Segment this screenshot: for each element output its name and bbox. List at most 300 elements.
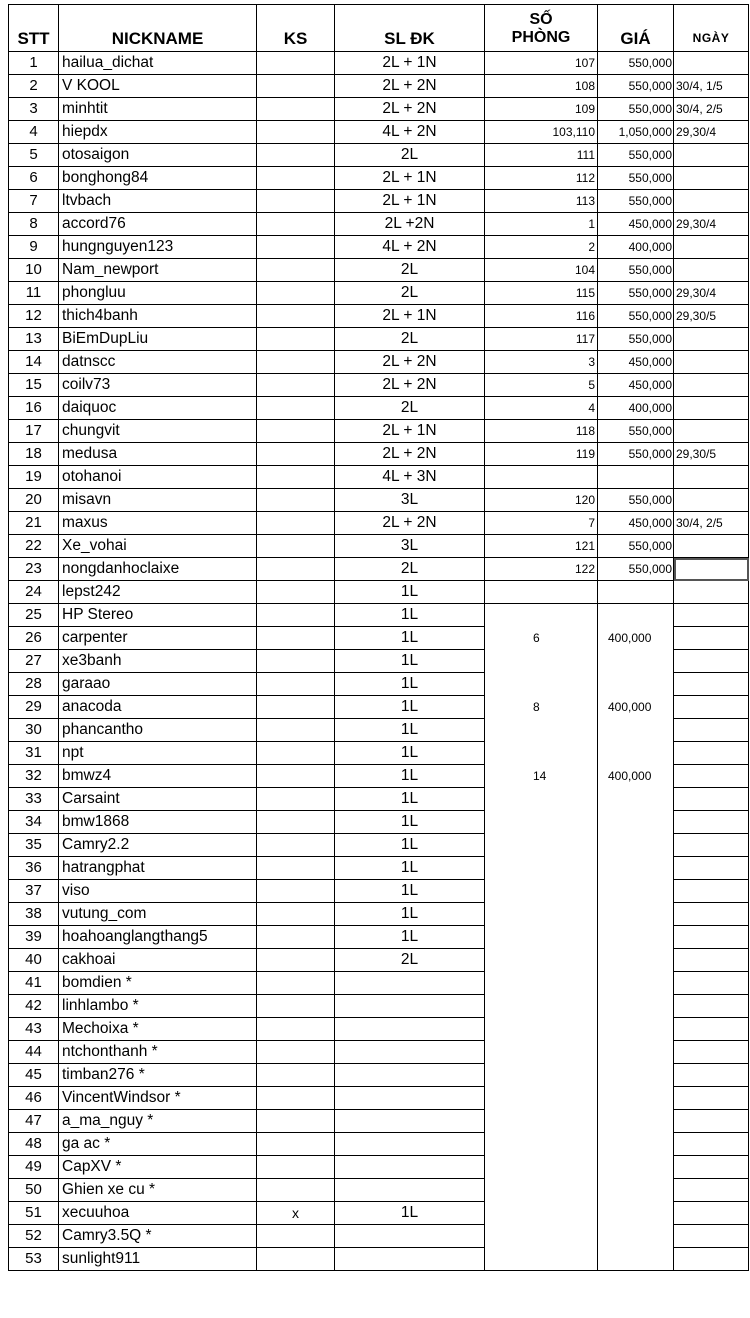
ks-cell[interactable] bbox=[257, 742, 335, 765]
ks-cell[interactable] bbox=[257, 98, 335, 121]
date-cell[interactable] bbox=[674, 834, 749, 857]
sl-dk-cell[interactable]: 1L bbox=[335, 1202, 485, 1225]
nickname-cell[interactable]: Ghien xe cu * bbox=[59, 1179, 257, 1202]
room-cell[interactable]: 112 bbox=[485, 167, 598, 190]
price-cell[interactable]: 550,000 bbox=[598, 420, 674, 443]
nickname-cell[interactable]: timban276 * bbox=[59, 1064, 257, 1087]
nickname-cell[interactable]: viso bbox=[59, 880, 257, 903]
stt-cell[interactable]: 17 bbox=[9, 420, 59, 443]
room-cell[interactable] bbox=[485, 604, 598, 627]
header-so-phong[interactable] bbox=[485, 5, 598, 52]
date-cell[interactable] bbox=[674, 581, 749, 604]
nickname-cell[interactable]: a_ma_nguy * bbox=[59, 1110, 257, 1133]
price-cell[interactable] bbox=[598, 604, 674, 627]
sl-dk-cell[interactable]: 1L bbox=[335, 650, 485, 673]
room-cell[interactable] bbox=[485, 581, 598, 604]
room-cell[interactable] bbox=[485, 1018, 598, 1041]
nickname-cell[interactable]: maxus bbox=[59, 512, 257, 535]
ks-cell[interactable] bbox=[257, 696, 335, 719]
stt-cell[interactable]: 36 bbox=[9, 857, 59, 880]
room-cell[interactable] bbox=[485, 742, 598, 765]
ks-cell[interactable] bbox=[257, 1041, 335, 1064]
nickname-cell[interactable]: carpenter bbox=[59, 627, 257, 650]
price-cell[interactable] bbox=[598, 1110, 674, 1133]
nickname-cell[interactable]: Carsaint bbox=[59, 788, 257, 811]
nickname-cell[interactable]: hatrangphat bbox=[59, 857, 257, 880]
room-cell[interactable] bbox=[485, 972, 598, 995]
sl-dk-cell[interactable]: 2L + 2N bbox=[335, 98, 485, 121]
ks-cell[interactable] bbox=[257, 880, 335, 903]
date-cell[interactable] bbox=[674, 190, 749, 213]
price-cell[interactable]: 450,000 bbox=[598, 512, 674, 535]
date-cell[interactable] bbox=[674, 604, 749, 627]
nickname-cell[interactable]: xecuuhoa bbox=[59, 1202, 257, 1225]
nickname-cell[interactable]: BiEmDupLiu bbox=[59, 328, 257, 351]
stt-cell[interactable]: 19 bbox=[9, 466, 59, 489]
stt-cell[interactable]: 45 bbox=[9, 1064, 59, 1087]
date-cell[interactable] bbox=[674, 259, 749, 282]
room-cell[interactable]: 119 bbox=[485, 443, 598, 466]
date-cell[interactable] bbox=[674, 949, 749, 972]
date-cell[interactable] bbox=[674, 52, 749, 75]
price-cell[interactable] bbox=[598, 1064, 674, 1087]
stt-cell[interactable]: 29 bbox=[9, 696, 59, 719]
room-cell[interactable]: 108 bbox=[485, 75, 598, 98]
header-sl-dk[interactable]: SL ĐK bbox=[335, 5, 485, 52]
sl-dk-cell[interactable]: 2L bbox=[335, 558, 485, 581]
nickname-cell[interactable]: V KOOL bbox=[59, 75, 257, 98]
room-cell[interactable]: 120 bbox=[485, 489, 598, 512]
stt-cell[interactable]: 27 bbox=[9, 650, 59, 673]
room-cell[interactable]: 107 bbox=[485, 52, 598, 75]
sl-dk-cell[interactable] bbox=[335, 972, 485, 995]
nickname-cell[interactable]: bomdien * bbox=[59, 972, 257, 995]
room-cell[interactable]: 5 bbox=[485, 374, 598, 397]
stt-cell[interactable]: 32 bbox=[9, 765, 59, 788]
ks-cell[interactable] bbox=[257, 190, 335, 213]
room-cell[interactable]: 113 bbox=[485, 190, 598, 213]
stt-cell[interactable]: 41 bbox=[9, 972, 59, 995]
ks-cell[interactable] bbox=[257, 1018, 335, 1041]
date-cell[interactable] bbox=[674, 374, 749, 397]
date-cell[interactable] bbox=[674, 397, 749, 420]
nickname-cell[interactable]: npt bbox=[59, 742, 257, 765]
stt-cell[interactable]: 15 bbox=[9, 374, 59, 397]
room-cell[interactable] bbox=[485, 788, 598, 811]
stt-cell[interactable]: 43 bbox=[9, 1018, 59, 1041]
stt-cell[interactable]: 35 bbox=[9, 834, 59, 857]
price-cell[interactable]: 550,000 bbox=[598, 489, 674, 512]
date-cell[interactable] bbox=[674, 995, 749, 1018]
ks-cell[interactable] bbox=[257, 1225, 335, 1248]
stt-cell[interactable]: 38 bbox=[9, 903, 59, 926]
price-cell[interactable] bbox=[598, 742, 674, 765]
ks-cell[interactable] bbox=[257, 1133, 335, 1156]
room-cell[interactable]: 118 bbox=[485, 420, 598, 443]
price-cell[interactable]: 550,000 bbox=[598, 98, 674, 121]
price-cell[interactable] bbox=[598, 1087, 674, 1110]
sl-dk-cell[interactable] bbox=[335, 1248, 485, 1271]
room-cell[interactable] bbox=[485, 1064, 598, 1087]
sl-dk-cell[interactable]: 2L + 2N bbox=[335, 351, 485, 374]
room-cell[interactable] bbox=[485, 949, 598, 972]
date-cell[interactable] bbox=[674, 1018, 749, 1041]
price-cell[interactable] bbox=[598, 1156, 674, 1179]
ks-cell[interactable] bbox=[257, 834, 335, 857]
room-cell[interactable] bbox=[485, 650, 598, 673]
date-cell[interactable] bbox=[674, 1248, 749, 1271]
stt-cell[interactable]: 9 bbox=[9, 236, 59, 259]
ks-cell[interactable] bbox=[257, 949, 335, 972]
sl-dk-cell[interactable]: 1L bbox=[335, 604, 485, 627]
price-cell[interactable]: 550,000 bbox=[598, 190, 674, 213]
nickname-cell[interactable]: bonghong84 bbox=[59, 167, 257, 190]
room-cell[interactable] bbox=[485, 1087, 598, 1110]
price-cell[interactable] bbox=[598, 972, 674, 995]
nickname-cell[interactable]: sunlight911 bbox=[59, 1248, 257, 1271]
stt-cell[interactable]: 39 bbox=[9, 926, 59, 949]
sl-dk-cell[interactable]: 2L + 1N bbox=[335, 190, 485, 213]
sl-dk-cell[interactable]: 4L + 2N bbox=[335, 236, 485, 259]
stt-cell[interactable]: 6 bbox=[9, 167, 59, 190]
sl-dk-cell[interactable] bbox=[335, 1064, 485, 1087]
room-cell[interactable] bbox=[485, 926, 598, 949]
ks-cell[interactable] bbox=[257, 397, 335, 420]
room-cell[interactable] bbox=[485, 1156, 598, 1179]
ks-cell[interactable] bbox=[257, 765, 335, 788]
date-cell[interactable] bbox=[674, 1064, 749, 1087]
price-cell[interactable] bbox=[598, 1248, 674, 1271]
price-cell[interactable]: 550,000 bbox=[598, 75, 674, 98]
room-cell[interactable]: 104 bbox=[485, 259, 598, 282]
header-ngay[interactable]: NGÀY bbox=[674, 5, 749, 52]
room-cell[interactable]: 122 bbox=[485, 558, 598, 581]
price-cell[interactable]: 450,000 bbox=[598, 374, 674, 397]
sl-dk-cell[interactable] bbox=[335, 1133, 485, 1156]
sl-dk-cell[interactable]: 1L bbox=[335, 857, 485, 880]
sl-dk-cell[interactable]: 2L bbox=[335, 259, 485, 282]
nickname-cell[interactable]: Nam_newport bbox=[59, 259, 257, 282]
room-cell[interactable] bbox=[485, 1202, 598, 1225]
price-cell[interactable] bbox=[598, 995, 674, 1018]
header-ks[interactable]: KS bbox=[257, 5, 335, 52]
date-cell[interactable] bbox=[674, 236, 749, 259]
stt-cell[interactable]: 40 bbox=[9, 949, 59, 972]
price-cell[interactable] bbox=[598, 719, 674, 742]
date-cell[interactable] bbox=[674, 466, 749, 489]
stt-cell[interactable]: 46 bbox=[9, 1087, 59, 1110]
sl-dk-cell[interactable]: 2L bbox=[335, 328, 485, 351]
date-cell[interactable] bbox=[674, 1133, 749, 1156]
room-cell[interactable]: 115 bbox=[485, 282, 598, 305]
stt-cell[interactable]: 37 bbox=[9, 880, 59, 903]
stt-cell[interactable]: 30 bbox=[9, 719, 59, 742]
sl-dk-cell[interactable]: 1L bbox=[335, 581, 485, 604]
nickname-cell[interactable]: VincentWindsor * bbox=[59, 1087, 257, 1110]
stt-cell[interactable]: 34 bbox=[9, 811, 59, 834]
nickname-cell[interactable]: hiepdx bbox=[59, 121, 257, 144]
price-cell[interactable]: 550,000 bbox=[598, 305, 674, 328]
date-cell[interactable] bbox=[674, 1041, 749, 1064]
date-cell[interactable] bbox=[674, 696, 749, 719]
price-cell[interactable] bbox=[598, 650, 674, 673]
ks-cell[interactable] bbox=[257, 857, 335, 880]
stt-cell[interactable]: 10 bbox=[9, 259, 59, 282]
price-cell[interactable] bbox=[598, 880, 674, 903]
sl-dk-cell[interactable]: 2L bbox=[335, 144, 485, 167]
price-cell[interactable] bbox=[598, 1018, 674, 1041]
date-cell[interactable] bbox=[674, 420, 749, 443]
stt-cell[interactable]: 8 bbox=[9, 213, 59, 236]
room-cell[interactable] bbox=[485, 466, 598, 489]
nickname-cell[interactable]: HP Stereo bbox=[59, 604, 257, 627]
room-cell[interactable]: 8 bbox=[485, 696, 598, 719]
ks-cell[interactable] bbox=[257, 75, 335, 98]
price-cell[interactable]: 400,000 bbox=[598, 236, 674, 259]
sl-dk-cell[interactable]: 2L + 2N bbox=[335, 443, 485, 466]
stt-cell[interactable]: 5 bbox=[9, 144, 59, 167]
stt-cell[interactable]: 25 bbox=[9, 604, 59, 627]
sl-dk-cell[interactable] bbox=[335, 1041, 485, 1064]
room-cell[interactable] bbox=[485, 834, 598, 857]
sl-dk-cell[interactable] bbox=[335, 1018, 485, 1041]
stt-cell[interactable]: 7 bbox=[9, 190, 59, 213]
stt-cell[interactable]: 48 bbox=[9, 1133, 59, 1156]
price-cell[interactable]: 550,000 bbox=[598, 282, 674, 305]
ks-cell[interactable] bbox=[257, 351, 335, 374]
nickname-cell[interactable]: chungvit bbox=[59, 420, 257, 443]
room-cell[interactable]: 2 bbox=[485, 236, 598, 259]
sl-dk-cell[interactable]: 1L bbox=[335, 926, 485, 949]
ks-cell[interactable] bbox=[257, 144, 335, 167]
nickname-cell[interactable]: ntchonthanh * bbox=[59, 1041, 257, 1064]
room-cell[interactable]: 6 bbox=[485, 627, 598, 650]
price-cell[interactable]: 400,000 bbox=[598, 397, 674, 420]
price-cell[interactable]: 1,050,000 bbox=[598, 121, 674, 144]
ks-cell[interactable] bbox=[257, 1110, 335, 1133]
room-cell[interactable] bbox=[485, 857, 598, 880]
ks-cell[interactable] bbox=[257, 903, 335, 926]
date-cell[interactable]: 29,30/4 bbox=[674, 121, 749, 144]
room-cell[interactable]: 109 bbox=[485, 98, 598, 121]
price-cell[interactable]: 550,000 bbox=[598, 443, 674, 466]
date-cell[interactable]: 30/4, 2/5 bbox=[674, 512, 749, 535]
ks-cell[interactable] bbox=[257, 236, 335, 259]
sl-dk-cell[interactable]: 2L bbox=[335, 282, 485, 305]
nickname-cell[interactable]: bmwz4 bbox=[59, 765, 257, 788]
date-cell[interactable]: 30/4, 2/5 bbox=[674, 98, 749, 121]
ks-cell[interactable] bbox=[257, 926, 335, 949]
room-cell[interactable] bbox=[485, 673, 598, 696]
nickname-cell[interactable]: Mechoixa * bbox=[59, 1018, 257, 1041]
nickname-cell[interactable]: minhtit bbox=[59, 98, 257, 121]
date-cell[interactable] bbox=[674, 1110, 749, 1133]
ks-cell[interactable] bbox=[257, 650, 335, 673]
price-cell[interactable] bbox=[598, 673, 674, 696]
ks-cell[interactable] bbox=[257, 673, 335, 696]
nickname-cell[interactable]: linhlambo * bbox=[59, 995, 257, 1018]
price-cell[interactable]: 550,000 bbox=[598, 328, 674, 351]
room-cell[interactable] bbox=[485, 1041, 598, 1064]
date-cell[interactable]: 29,30/5 bbox=[674, 305, 749, 328]
stt-cell[interactable]: 21 bbox=[9, 512, 59, 535]
price-cell[interactable] bbox=[598, 1202, 674, 1225]
date-cell[interactable] bbox=[674, 788, 749, 811]
date-cell[interactable] bbox=[674, 489, 749, 512]
stt-cell[interactable]: 42 bbox=[9, 995, 59, 1018]
stt-cell[interactable]: 12 bbox=[9, 305, 59, 328]
ks-cell[interactable] bbox=[257, 1248, 335, 1271]
sl-dk-cell[interactable]: 2L bbox=[335, 949, 485, 972]
room-cell[interactable]: 111 bbox=[485, 144, 598, 167]
nickname-cell[interactable]: Xe_vohai bbox=[59, 535, 257, 558]
ks-cell[interactable] bbox=[257, 1156, 335, 1179]
stt-cell[interactable]: 50 bbox=[9, 1179, 59, 1202]
nickname-cell[interactable]: coilv73 bbox=[59, 374, 257, 397]
sl-dk-cell[interactable]: 2L + 2N bbox=[335, 512, 485, 535]
stt-cell[interactable]: 2 bbox=[9, 75, 59, 98]
sl-dk-cell[interactable]: 1L bbox=[335, 719, 485, 742]
nickname-cell[interactable]: Camry3.5Q * bbox=[59, 1225, 257, 1248]
sl-dk-cell[interactable]: 2L + 2N bbox=[335, 75, 485, 98]
sl-dk-cell[interactable]: 4L + 3N bbox=[335, 466, 485, 489]
ks-cell[interactable] bbox=[257, 121, 335, 144]
price-cell[interactable]: 550,000 bbox=[598, 535, 674, 558]
room-cell[interactable]: 3 bbox=[485, 351, 598, 374]
stt-cell[interactable]: 53 bbox=[9, 1248, 59, 1271]
nickname-cell[interactable]: hailua_dichat bbox=[59, 52, 257, 75]
sl-dk-cell[interactable]: 1L bbox=[335, 788, 485, 811]
price-cell[interactable]: 550,000 bbox=[598, 144, 674, 167]
date-cell[interactable] bbox=[674, 328, 749, 351]
room-cell[interactable] bbox=[485, 1248, 598, 1271]
date-cell[interactable] bbox=[674, 903, 749, 926]
ks-cell[interactable] bbox=[257, 788, 335, 811]
room-cell[interactable]: 7 bbox=[485, 512, 598, 535]
room-cell[interactable]: 1 bbox=[485, 213, 598, 236]
sl-dk-cell[interactable]: 1L bbox=[335, 673, 485, 696]
sl-dk-cell[interactable]: 2L + 1N bbox=[335, 420, 485, 443]
price-cell[interactable] bbox=[598, 1179, 674, 1202]
date-cell[interactable]: 29,30/5 bbox=[674, 443, 749, 466]
date-cell[interactable] bbox=[674, 857, 749, 880]
ks-cell[interactable] bbox=[257, 719, 335, 742]
room-cell[interactable]: 4 bbox=[485, 397, 598, 420]
ks-cell[interactable] bbox=[257, 972, 335, 995]
stt-cell[interactable]: 26 bbox=[9, 627, 59, 650]
price-cell[interactable]: 550,000 bbox=[598, 259, 674, 282]
price-cell[interactable]: 400,000 bbox=[598, 627, 674, 650]
stt-cell[interactable]: 31 bbox=[9, 742, 59, 765]
date-cell[interactable] bbox=[674, 1225, 749, 1248]
sl-dk-cell[interactable] bbox=[335, 1110, 485, 1133]
nickname-cell[interactable]: datnscc bbox=[59, 351, 257, 374]
stt-cell[interactable]: 49 bbox=[9, 1156, 59, 1179]
stt-cell[interactable]: 23 bbox=[9, 558, 59, 581]
ks-cell[interactable] bbox=[257, 374, 335, 397]
nickname-cell[interactable]: thich4banh bbox=[59, 305, 257, 328]
date-cell[interactable] bbox=[674, 673, 749, 696]
price-cell[interactable]: 450,000 bbox=[598, 213, 674, 236]
nickname-cell[interactable]: ga ac * bbox=[59, 1133, 257, 1156]
ks-cell[interactable] bbox=[257, 1179, 335, 1202]
room-cell[interactable]: 14 bbox=[485, 765, 598, 788]
nickname-cell[interactable]: phongluu bbox=[59, 282, 257, 305]
stt-cell[interactable]: 22 bbox=[9, 535, 59, 558]
stt-cell[interactable]: 24 bbox=[9, 581, 59, 604]
date-cell[interactable] bbox=[674, 719, 749, 742]
price-cell[interactable] bbox=[598, 834, 674, 857]
ks-cell[interactable] bbox=[257, 167, 335, 190]
ks-cell[interactable] bbox=[257, 1087, 335, 1110]
nickname-cell[interactable]: garaao bbox=[59, 673, 257, 696]
stt-cell[interactable]: 16 bbox=[9, 397, 59, 420]
sl-dk-cell[interactable]: 4L + 2N bbox=[335, 121, 485, 144]
nickname-cell[interactable]: accord76 bbox=[59, 213, 257, 236]
sl-dk-cell[interactable]: 1L bbox=[335, 742, 485, 765]
price-cell[interactable] bbox=[598, 581, 674, 604]
price-cell[interactable] bbox=[598, 857, 674, 880]
header-gia[interactable]: GIÁ bbox=[598, 5, 674, 52]
stt-cell[interactable]: 3 bbox=[9, 98, 59, 121]
room-cell[interactable] bbox=[485, 903, 598, 926]
room-cell[interactable]: 117 bbox=[485, 328, 598, 351]
ks-cell[interactable] bbox=[257, 512, 335, 535]
date-cell[interactable]: 29,30/4 bbox=[674, 282, 749, 305]
date-cell[interactable] bbox=[674, 1156, 749, 1179]
sl-dk-cell[interactable]: 1L bbox=[335, 880, 485, 903]
price-cell[interactable] bbox=[598, 788, 674, 811]
sl-dk-cell[interactable] bbox=[335, 1156, 485, 1179]
room-cell[interactable] bbox=[485, 1110, 598, 1133]
room-cell[interactable] bbox=[485, 995, 598, 1018]
stt-cell[interactable]: 1 bbox=[9, 52, 59, 75]
stt-cell[interactable]: 47 bbox=[9, 1110, 59, 1133]
ks-cell[interactable] bbox=[257, 328, 335, 351]
nickname-cell[interactable]: lepst242 bbox=[59, 581, 257, 604]
stt-cell[interactable]: 52 bbox=[9, 1225, 59, 1248]
sl-dk-cell[interactable]: 2L + 1N bbox=[335, 167, 485, 190]
price-cell[interactable] bbox=[598, 903, 674, 926]
nickname-cell[interactable]: otosaigon bbox=[59, 144, 257, 167]
sl-dk-cell[interactable] bbox=[335, 1087, 485, 1110]
price-cell[interactable]: 400,000 bbox=[598, 765, 674, 788]
date-cell[interactable] bbox=[674, 742, 749, 765]
room-cell[interactable]: 103,110 bbox=[485, 121, 598, 144]
room-cell[interactable] bbox=[485, 811, 598, 834]
room-cell[interactable] bbox=[485, 1225, 598, 1248]
date-cell[interactable] bbox=[674, 535, 749, 558]
header-nickname[interactable]: NICKNAME bbox=[59, 5, 257, 52]
date-cell[interactable] bbox=[674, 558, 749, 581]
sl-dk-cell[interactable] bbox=[335, 995, 485, 1018]
price-cell[interactable] bbox=[598, 466, 674, 489]
price-cell[interactable] bbox=[598, 1041, 674, 1064]
price-cell[interactable]: 550,000 bbox=[598, 52, 674, 75]
sl-dk-cell[interactable] bbox=[335, 1225, 485, 1248]
nickname-cell[interactable]: hoahoanglangthang5 bbox=[59, 926, 257, 949]
nickname-cell[interactable]: bmw1868 bbox=[59, 811, 257, 834]
date-cell[interactable]: 29,30/4 bbox=[674, 213, 749, 236]
date-cell[interactable] bbox=[674, 926, 749, 949]
price-cell[interactable] bbox=[598, 811, 674, 834]
stt-cell[interactable]: 13 bbox=[9, 328, 59, 351]
ks-cell[interactable] bbox=[257, 1064, 335, 1087]
sl-dk-cell[interactable]: 1L bbox=[335, 903, 485, 926]
nickname-cell[interactable]: vutung_com bbox=[59, 903, 257, 926]
ks-cell[interactable] bbox=[257, 52, 335, 75]
sl-dk-cell[interactable]: 3L bbox=[335, 535, 485, 558]
